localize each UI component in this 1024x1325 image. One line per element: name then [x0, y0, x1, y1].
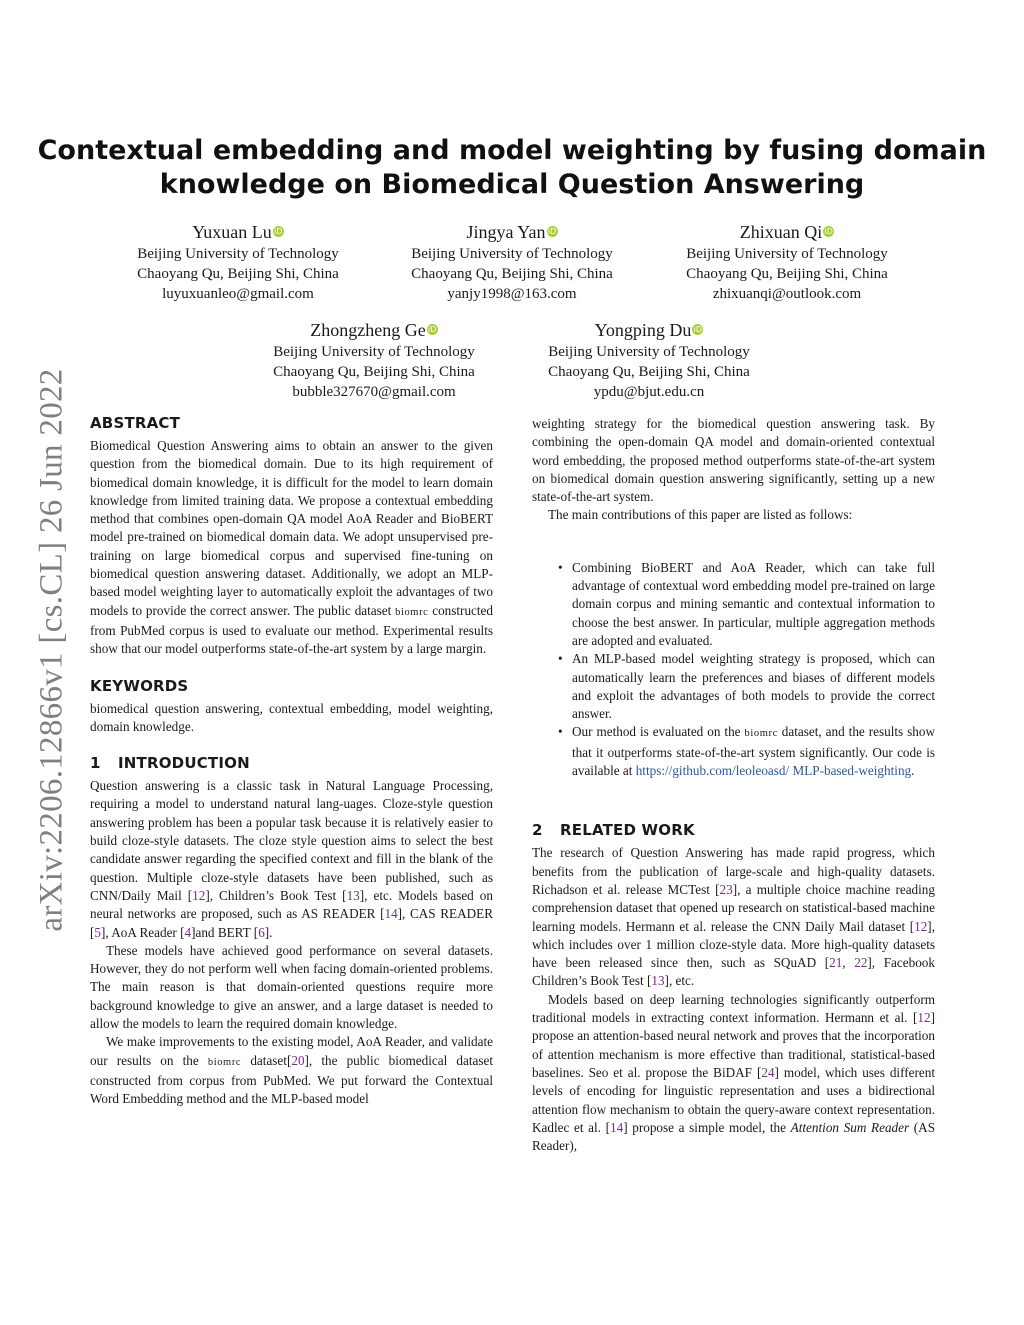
author-affiliation: Beijing University of Technology	[686, 246, 888, 262]
author-email: ypdu@bjut.edu.cn	[593, 384, 705, 400]
author-name: Zhongzheng Ge	[310, 320, 426, 340]
related-paragraph: Models based on deep learning technologies significantly outperform traditional models in extracting context information. Hermann et al. [12] propose an attention-based neural network and proves that the incorporation of attention mechanism is more effective than traditional, statistical-based baselines. Seo et al. propose the BiDAF [24] model, which uses different levels of encoding for linguistic representation and uses a bidirectional attention flow mechanism to obtain the query-aware context representation. Kadlec et al. [14] propose a simple model, the Attention Sum Reader (AS Reader),	[532, 991, 936, 1154]
author-affiliation: Beijing University of Technology	[273, 344, 475, 360]
citation-link[interactable]: 6	[258, 924, 265, 940]
list-item: • Combining BioBERT and AoA Reader, which can take full advantage of contextual word embedding model pre-trained on large domain corpus and mining semantic and contextual information to choose the best answer. In particular, multiple aggregation methods are adopted and evaluated.	[558, 559, 935, 648]
contributions-intro: The main contributions of this paper are listed as follows:	[548, 507, 853, 523]
related-paragraph: The research of Question Answering has made rapid progress, which benefits from the publication of large-scale and high-quality datasets. Richadson et al. release MCTest [23], a multiple choice machine reading comprehension dataset that opened up research on statistical-based machine learning models. Hermann et al. release the CNN Daily Mail dataset [12], which includes over 1 million cloze-style data. More high-quality datasets have been released since then, such as SQuAD [21, 22], Facebook Children’s Book Test [13], etc.	[532, 845, 935, 989]
author-location: Chaoyang Qu, Beijing Shi, China	[411, 266, 613, 282]
citation-link[interactable]: 22	[854, 955, 868, 971]
title-line-2: knowledge on Biomedical Question Answering	[159, 169, 865, 200]
section-heading-introduction: 1 INTRODUCTION	[90, 754, 250, 773]
citation-link[interactable]: 12	[917, 1010, 931, 1026]
orcid-icon[interactable]: iD	[824, 227, 833, 236]
author-block	[88, 221, 388, 304]
keywords-heading: KEYWORDS	[90, 676, 189, 695]
orcid-icon[interactable]: iD	[274, 227, 283, 236]
author-name: Yuxuan Lu	[192, 222, 272, 242]
paper-title	[0, 134, 1024, 202]
author-block	[362, 221, 662, 304]
author-affiliation: Beijing University of Technology	[548, 344, 750, 360]
author-affiliation: Beijing University of Technology	[411, 246, 613, 262]
author-name: Yongping Du	[594, 320, 692, 340]
orcid-icon[interactable]: iD	[428, 325, 437, 334]
citation-link[interactable]: 12	[192, 887, 206, 903]
intro-paragraph: These models have achieved good performance on several datasets. However, they do not perform well when facing domain-oriented problems. The main reason is that domain-oriented questions require more background knowledge to give an answer, and a large dataset is needed to allow the models to learn the required domain knowledge.	[90, 942, 493, 1032]
contributions-list	[532, 559, 935, 781]
code-repository-link[interactable]: https://github.com/leoleoasd/ MLP-based-weighting	[635, 763, 912, 779]
citation-link[interactable]: 21	[829, 955, 843, 971]
author-email: bubble327670@gmail.com	[292, 384, 456, 400]
author-email: luyuxuanleo@gmail.com	[162, 286, 314, 302]
keywords-text: biomedical question answering, contextual embedding, model weighting, domain knowledge.	[90, 700, 493, 734]
citation-link[interactable]: 12	[914, 918, 928, 934]
author-block	[224, 319, 524, 402]
citation-link[interactable]: 13	[346, 887, 360, 903]
author-name: Zhixuan Qi	[739, 222, 823, 242]
intro-continuation: weighting strategy for the biomedical question answering task. By combining the open-domain QA model and domain-oriented contextual word embedding, the proposed method outperforms state-of-the-art system on biomedical domain question answering significantly, setting up a new state-of-the-art system.	[532, 416, 935, 505]
citation-link[interactable]: 13	[651, 973, 665, 989]
model-name-emphasis: Attention Sum Reader	[790, 1119, 910, 1135]
title-line-1: Contextual embedding and model weighting by fusing domain	[37, 135, 987, 166]
author-block	[637, 221, 937, 304]
abstract-text: Biomedical Question Answering aims to obtain an answer to the given question from the biomedical domain. Due to its high requirement of biomedical domain knowledge, it is difficult for the model to learn domain knowledge from limited training data. We propose a contextual embedding method that combines open-domain QA model AoA Reader and BioBERT model pre-trained on biomedical domain data. We adopt unsupervised pre-training on large biomedical corpus and supervised fine-tuning on biomedical question answering dataset. Additionally, we adopt an MLP-based model weighting layer to automatically exploit the advantages of two models to provide the correct answer. The public dataset biomrc constructed from PubMed corpus is used to evaluate our method. Experimental results show that our model outperforms state-of-the-art system by a large margin.	[90, 438, 494, 657]
citation-link[interactable]: 14	[384, 906, 398, 922]
author-email: zhixuanqi@outlook.com	[712, 286, 862, 302]
citation-link[interactable]: 24	[761, 1064, 775, 1080]
right-column	[532, 415, 935, 1155]
author-name: Jingya Yan	[466, 222, 546, 242]
citation-link[interactable]: 5	[94, 924, 101, 940]
section-heading-related-work: 2 RELATED WORK	[532, 821, 695, 840]
arxiv-identifier: arXiv:2206.12866v1 [cs.CL] 26 Jun 2022	[33, 368, 70, 932]
citation-link[interactable]: 14	[610, 1119, 624, 1135]
author-affiliation: Beijing University of Technology	[137, 246, 339, 262]
author-location: Chaoyang Qu, Beijing Shi, China	[137, 266, 339, 282]
orcid-icon[interactable]: iD	[693, 325, 703, 334]
list-item: • Our method is evaluated on the biomrc dataset, and the results show that it outperforms state-of-the-art system significantly. Our code is available at https://github.com/leoleoasd/ MLP-based-weighting.	[558, 724, 935, 779]
left-column	[90, 413, 493, 1109]
citation-link[interactable]: 23	[719, 881, 733, 897]
dataset-name: biomrc	[744, 728, 778, 740]
intro-paragraph: Question answering is a classic task in Natural Language Processing, requiring a model to understand natural lang-uages. Cloze-style question answering problem has been a popular task because it is relatively easier to build cloze-style datasets. The cloze style question aims to select the best candidate answer regarding the specified context and fill in the blank of the question. Multiple cloze-style datasets have been published, such as CNN/Daily Mail [12], Children’s Book Test [13], etc. Models based on neural networks are proposed, such as AS READER [14], CAS READER [5], AoA Reader [4]and BERT [6].	[90, 778, 493, 940]
orcid-icon[interactable]: iD	[547, 227, 557, 236]
author-location: Chaoyang Qu, Beijing Shi, China	[686, 266, 888, 282]
intro-paragraph: We make improvements to the existing model, AoA Reader, and validate our results on the biomrc dataset[20], the public biomedical dataset constructed from corpus from PubMed. We put forward the Contextual Word Embedding method and the MLP-based model	[90, 1034, 494, 1107]
author-location: Chaoyang Qu, Beijing Shi, China	[273, 364, 475, 380]
dataset-name: biomrc	[207, 1056, 242, 1068]
dataset-name: biomrc	[395, 606, 429, 618]
author-email: yanjy1998@163.com	[447, 286, 577, 302]
abstract-heading: ABSTRACT	[90, 414, 181, 432]
list-item: • An MLP-based model weighting strategy is proposed, which can automatically learn the preferences and biases of different models and exploit the advantages of both models to provide the correct answer.	[558, 651, 935, 722]
author-location: Chaoyang Qu, Beijing Shi, China	[548, 364, 750, 380]
citation-link[interactable]: 4	[184, 924, 192, 940]
author-block	[499, 319, 799, 402]
citation-link[interactable]: 20	[291, 1052, 305, 1068]
